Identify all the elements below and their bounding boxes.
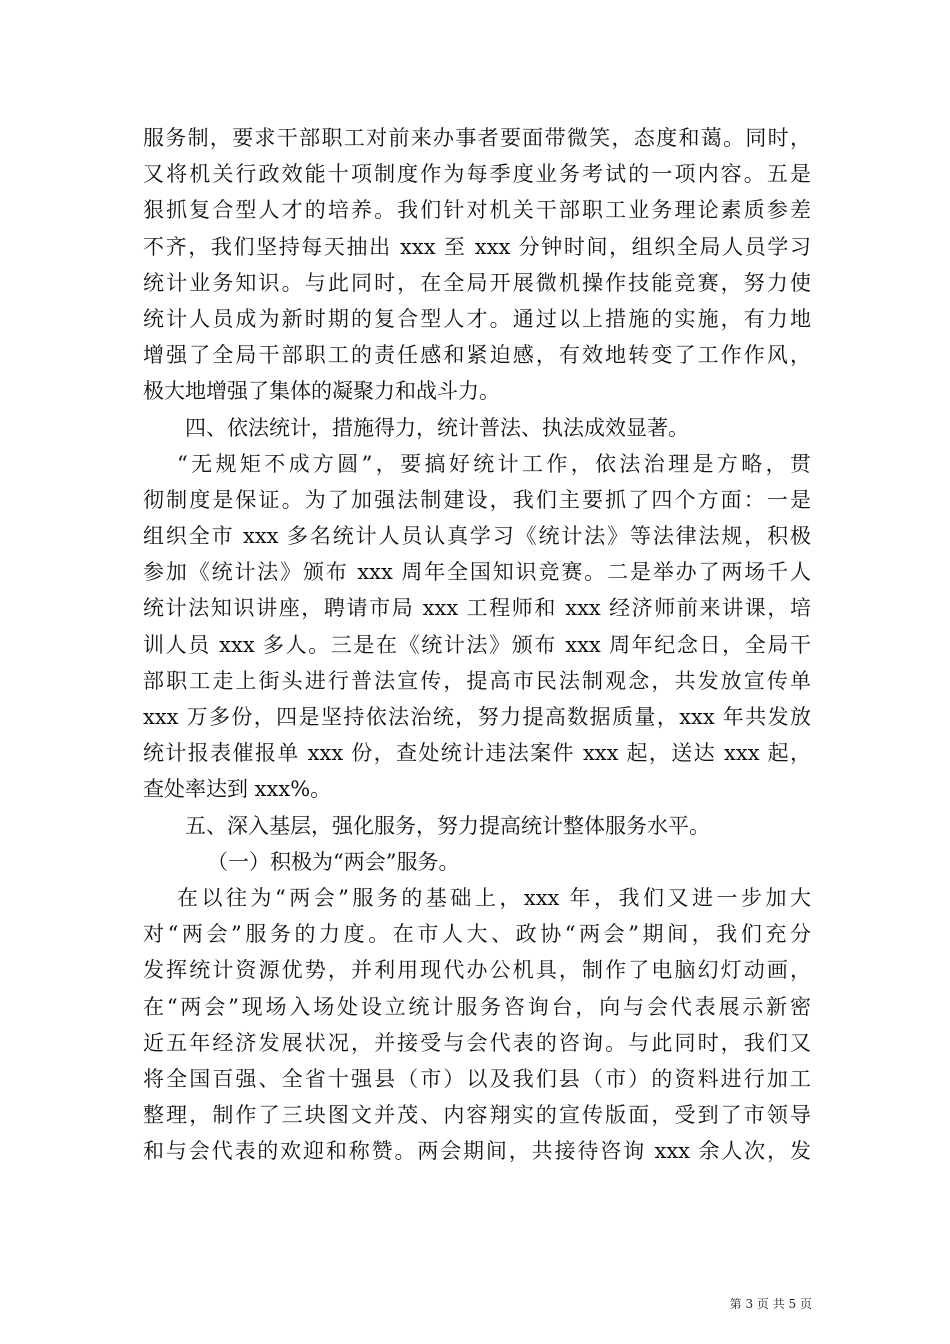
text-line: 在以往为“两会”服务的基础上，xxx 年，我们又进一步加大 [177, 885, 811, 910]
text-line: 查处率达到 xxx%。 [143, 777, 332, 802]
section-heading: 五、深入基层，强化服务，努力提高统计整体服务水平。 [185, 813, 710, 838]
text-line: “无规矩不成方圆”，要搞好统计工作，依法治理是方略，贯 [177, 451, 811, 476]
text-line: 发挥统计资源优势，并利用现代办公机具，制作了电脑幻灯动画， [143, 958, 811, 983]
text-line: 对“两会”服务的力度。在市人大、政协“两会”期间，我们充分 [143, 922, 811, 947]
text-line: 彻制度是保证。为了加强法制建设，我们主要抓了四个方面：一是 [143, 487, 811, 512]
text-line: 和与会代表的欢迎和称赞。两会期间，共接待咨询 xxx 余人次，发 [143, 1139, 811, 1164]
text-line: 统计人员成为新时期的复合型人才。通过以上措施的实施，有力地 [143, 306, 811, 331]
text-line: 统计业务知识。与此同时，在全局开展微机操作技能竞赛，努力使 [143, 270, 811, 295]
text-line: 部职工走上街头进行普法宣传，提高市民法制观念，共发放宣传单 [143, 668, 811, 693]
text-line: 组织全市 xxx 多名统计人员认真学习《统计法》等法律法规，积极 [143, 524, 811, 549]
section-heading: 四、依法统计，措施得力，统计普法、执法成效显著。 [185, 415, 689, 440]
page-number-footer: 第 3 页 共 5 页 [729, 1297, 812, 1311]
text-line: 在“两会”现场入场处设立统计服务咨询台，向与会代表展示新密 [143, 994, 811, 1019]
text-line: 统计法知识讲座，聘请市局 xxx 工程师和 xxx 经济师前来讲课，培 [143, 596, 811, 621]
document-body [143, 120, 811, 1169]
text-line: 训人员 xxx 多人。三是在《统计法》颁布 xxx 周年纪念日，全局干 [143, 632, 811, 657]
text-line: xxx 万多份，四是坚持依法治统，努力提高数据质量，xxx 年共发放 [143, 705, 811, 729]
subsection-heading: （一）积极为“两会”服务。 [207, 849, 460, 874]
text-line: 极大地增强了集体的凝聚力和战斗力。 [143, 379, 500, 404]
text-line: 不齐，我们坚持每天抽出 xxx 至 xxx 分钟时间，组织全局人员学习 [143, 234, 811, 259]
text-line: 增强了全局干部职工的责任感和紧迫感，有效地转变了工作作风， [143, 343, 811, 368]
text-line: 狠抓复合型人才的培养。我们针对机关干部职工业务理论素质参差 [143, 198, 811, 223]
text-line: 将全国百强、全省十强县（市）以及我们县（市）的资料进行加工 [143, 1066, 811, 1091]
text-line: 整理，制作了三块图文并茂、内容翔实的宣传版面，受到了市领导 [143, 1103, 811, 1128]
text-line: 服务制，要求干部职工对前来办事者要面带微笑，态度和蔼。同时， [143, 126, 811, 150]
text-line: 近五年经济发展状况，并接受与会代表的咨询。与此同时，我们又 [143, 1030, 811, 1055]
text-line: 又将机关行政效能十项制度作为每季度业务考试的一项内容。五是 [143, 162, 811, 187]
text-line: 参加《统计法》颁布 xxx 周年全国知识竞赛。二是举办了两场千人 [143, 560, 811, 585]
text-line: 统计报表催报单 xxx 份，查处统计违法案件 xxx 起，送达 xxx 起， [143, 741, 811, 766]
